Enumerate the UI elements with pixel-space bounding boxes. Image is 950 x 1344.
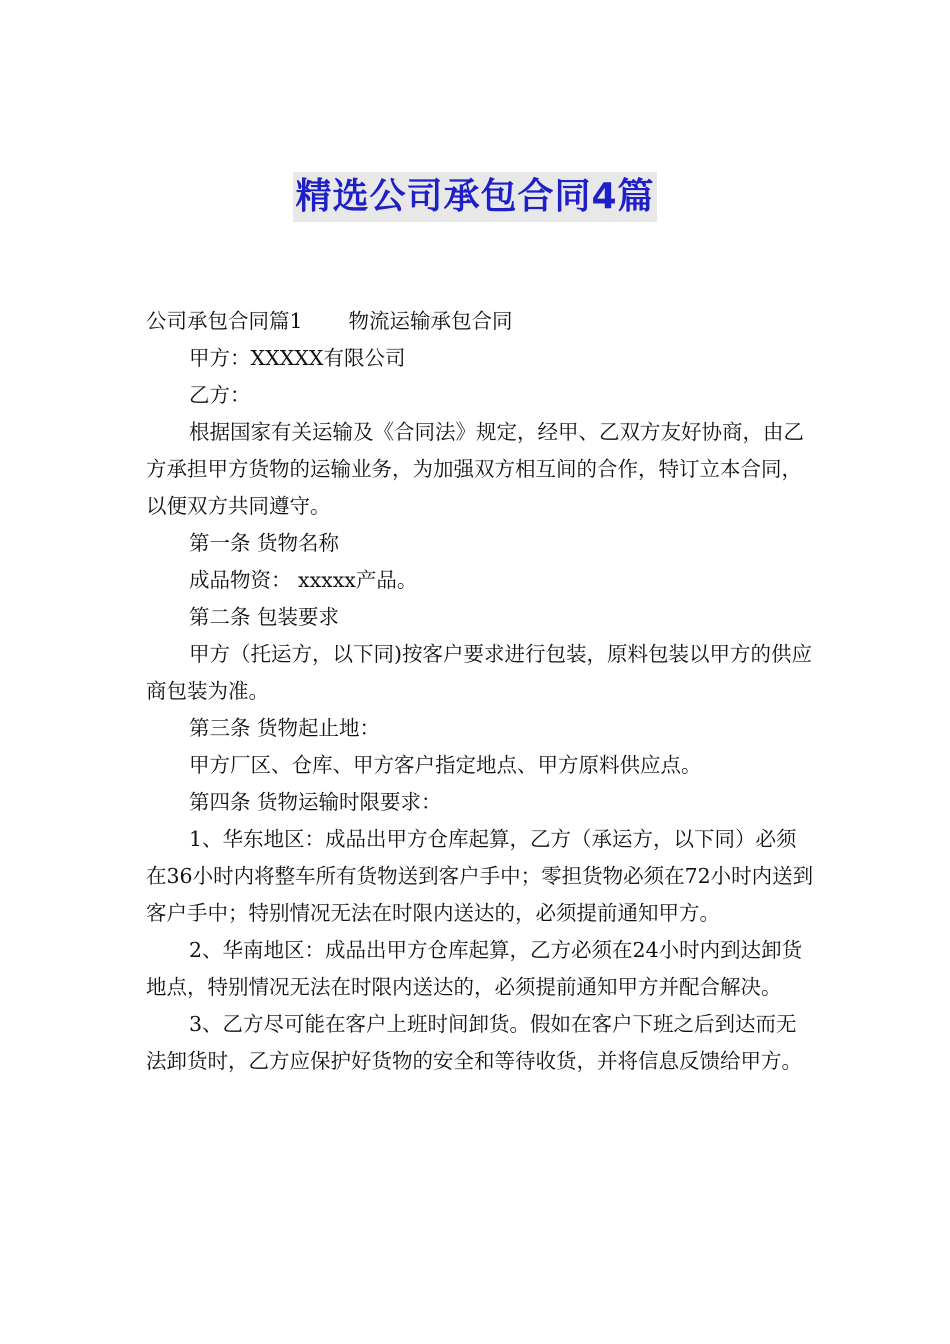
title-container bbox=[0, 172, 950, 222]
paragraph-party-b: 乙方： bbox=[189, 383, 251, 407]
article-3-body: 甲方厂区、仓库、甲方客户指定地点、甲方原料供应点。 bbox=[189, 753, 702, 777]
section-heading-left: 公司承包合同篇1 bbox=[146, 309, 303, 333]
article-4-item-1: 1、华东地区：成品出甲方仓库起算，乙方（承运方，以下同）必须在36小时内将整车所有货物送到客户手中；零担货物必须在72小时内送到客户手中；特别情况无法在时限内送达的，必须提前通知甲方。 bbox=[146, 827, 814, 925]
section-heading bbox=[146, 303, 816, 340]
paragraph-preamble: 根据国家有关运输及《合同法》规定，经甲、乙双方友好协商，由乙方承担甲方货物的运输业务，为加强双方相互间的合作，特订立本合同，以便双方共同遵守。 bbox=[146, 420, 804, 518]
article-2-body: 甲方（托运方，以下同)按客户要求进行包装，原料包装以甲方的供应商包装为准。 bbox=[146, 642, 812, 703]
article-1-body: 成品物资： xxxxx产品。 bbox=[189, 568, 418, 592]
document-title: 精选公司承包合同4篇 bbox=[293, 172, 656, 222]
article-2-heading: 第二条 包装要求 bbox=[189, 605, 340, 629]
article-1-heading: 第一条 货物名称 bbox=[189, 531, 340, 555]
article-4-item-3: 3、乙方尽可能在客户上班时间卸货。假如在客户下班之后到达而无法卸货时，乙方应保护好货物的安全和等待收货，并将信息反馈给甲方。 bbox=[146, 1012, 802, 1073]
article-3-heading: 第三条 货物起止地： bbox=[189, 716, 381, 740]
paragraph-party-a: 甲方：XXXXX有限公司 bbox=[189, 346, 406, 370]
section-heading-right: 物流运输承包合同 bbox=[348, 309, 513, 333]
article-4-item-2: 2、华南地区：成品出甲方仓库起算，乙方必须在24小时内到达卸货地点，特别情况无法在时限内送达的，必须提前通知甲方并配合解决。 bbox=[146, 938, 803, 999]
article-4-heading: 第四条 货物运输时限要求： bbox=[189, 790, 442, 814]
document-body bbox=[146, 303, 816, 1080]
